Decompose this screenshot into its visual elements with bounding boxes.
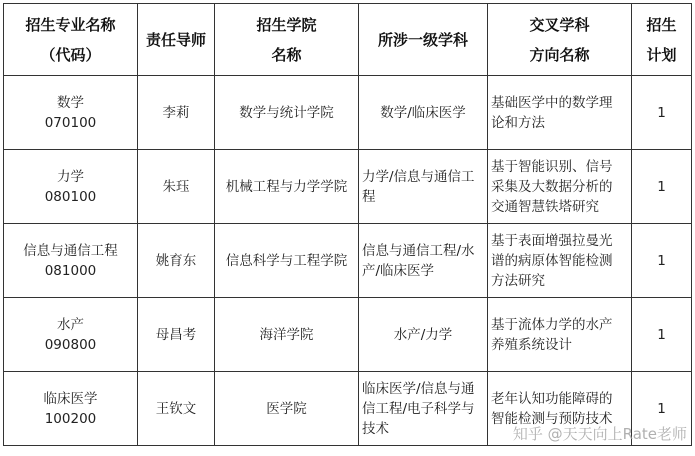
header-plan: 招生 计划	[632, 4, 692, 76]
cell-mentor: 李莉	[138, 76, 215, 150]
cell-mentor: 姚育东	[138, 224, 215, 298]
table-row	[4, 298, 692, 372]
cell-college: 海洋学院	[215, 298, 359, 372]
cell-college: 数学与统计学院	[215, 76, 359, 150]
cell-mentor: 王钦文	[138, 372, 215, 446]
cell-plan: 1	[632, 150, 692, 224]
cell-college: 信息科学与工程学院	[215, 224, 359, 298]
header-college: 招生学院 名称	[215, 4, 359, 76]
cell-major: 数学 070100	[4, 76, 138, 150]
cell-direction: 基于智能识别、信号 采集及大数据分析的 交通智慧铁塔研究	[488, 150, 632, 224]
table-row	[4, 372, 692, 446]
cell-mentor: 母昌考	[138, 298, 215, 372]
cell-mentor: 朱珏	[138, 150, 215, 224]
cell-direction: 老年认知功能障碍的 智能检测与预防技术	[488, 372, 632, 446]
cell-discipline: 水产/力学	[359, 298, 488, 372]
cell-major: 力学 080100	[4, 150, 138, 224]
cell-discipline: 数学/临床医学	[359, 76, 488, 150]
watermark: 知乎 @天天向上Rate老师	[512, 425, 687, 443]
cell-direction: 基于流体力学的水产 养殖系统设计	[488, 298, 632, 372]
cell-major: 临床医学 100200	[4, 372, 138, 446]
table-row	[4, 150, 692, 224]
cell-discipline: 信息与通信工程/水 产/临床医学	[359, 224, 488, 298]
cell-plan: 1	[632, 76, 692, 150]
cell-plan: 1	[632, 224, 692, 298]
cell-college: 机械工程与力学学院	[215, 150, 359, 224]
cell-college: 医学院	[215, 372, 359, 446]
cell-major: 信息与通信工程 081000	[4, 224, 138, 298]
header-major: 招生专业名称 （代码）	[4, 4, 138, 76]
header-direction: 交叉学科 方向名称	[488, 4, 632, 76]
cell-plan: 1	[632, 372, 692, 446]
header-mentor: 责任导师	[138, 4, 215, 76]
header-discipline: 所涉一级学科	[359, 4, 488, 76]
cell-discipline: 临床医学/信息与通 信工程/电子科学与 技术	[359, 372, 488, 446]
cell-direction: 基于表面增强拉曼光 谱的病原体智能检测 方法研究	[488, 224, 632, 298]
cell-direction: 基础医学中的数学理 论和方法	[488, 76, 632, 150]
cell-plan: 1	[632, 298, 692, 372]
cell-discipline: 力学/信息与通信工 程	[359, 150, 488, 224]
cell-major: 水产 090800	[4, 298, 138, 372]
table-row	[4, 224, 692, 298]
table-row	[4, 76, 692, 150]
enrollment-table	[3, 3, 692, 446]
table-header-row	[4, 4, 692, 76]
